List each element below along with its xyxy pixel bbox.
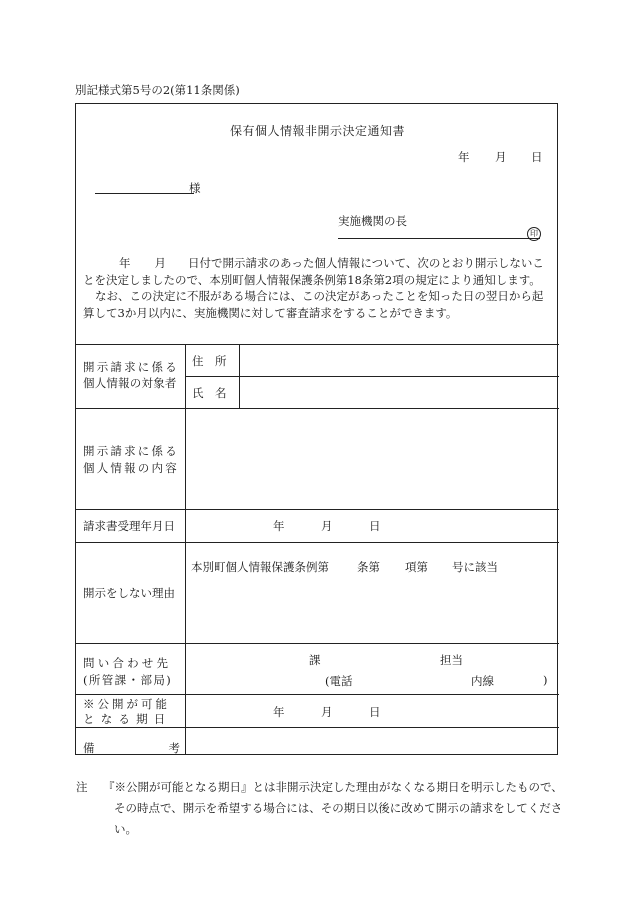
received-year: 年: [273, 519, 285, 533]
row-divider: [76, 344, 559, 345]
remarks-label: 備考: [83, 741, 254, 755]
footnote-text: 『※公開が可能となる期日』とは非開示決定した理由がなくなる期日を明示したもので、その時点で、開示を希望する場合には、その期日以後に改めて開示の請求をしてください。: [103, 780, 563, 836]
disclosable-month: 月: [321, 705, 333, 719]
disclosable-label-2: となる期日: [83, 712, 172, 726]
reason-text-b: 条第: [357, 560, 380, 574]
received-month: 月: [321, 519, 333, 533]
addressee-suffix: 様: [189, 181, 201, 195]
name-label: 氏 名: [192, 386, 227, 400]
subject-label-2: 個人情報の対象者: [83, 376, 177, 390]
reason-text-a: 本別町個人情報保護条例第: [191, 560, 329, 574]
date-year: 年: [458, 150, 470, 164]
content-label-2: 個人情報の内容: [83, 461, 179, 475]
contact-naisen: 内線: [471, 674, 494, 688]
contact-close: ): [543, 673, 548, 687]
contact-tanto: 担当: [440, 653, 463, 667]
address-field[interactable]: [241, 346, 557, 375]
name-field[interactable]: [241, 378, 557, 407]
contact-ka: 課: [309, 653, 321, 667]
row-divider: [76, 694, 559, 695]
contact-label-1: 問い合わせ先: [83, 656, 172, 670]
received-day: 日: [369, 519, 381, 533]
issuer-label: 実施機関の長: [338, 214, 407, 228]
subject-label-1: 開示請求に係る: [83, 360, 179, 374]
row-divider: [76, 408, 559, 409]
notice-body: 年 月 日付で開示請求のあった個人情報について、次のとおり開示しないこ とを決定しましたので、本別町個人情報保護条例第18条第2項の規定により通知します。 なお、この決定に不服がある場合には、この決定があったことを知った日の翌日から起 算して3か月以内に、実施機関に対して審査請求をすることができます。: [83, 256, 544, 320]
reason-text-c: 項第: [405, 560, 428, 574]
disclosable-label-1: ※公開が可能: [83, 697, 170, 711]
contact-tel-open: (電話: [325, 674, 353, 688]
received-label: 請求書受理年月日: [83, 519, 175, 533]
row-divider: [76, 643, 559, 644]
disclosable-day: 日: [369, 705, 381, 719]
row-divider: [185, 376, 559, 377]
addressee-line: [95, 193, 194, 194]
row-divider: [76, 509, 559, 510]
seal-icon: 印: [527, 225, 541, 241]
date-month: 月: [495, 150, 507, 164]
disclosable-year: 年: [273, 705, 285, 719]
row-divider: [76, 727, 559, 728]
notice-form: [75, 103, 558, 755]
issuer-line: [338, 238, 540, 239]
column-divider: [185, 344, 186, 755]
form-reference: 別記様式第5号の2(第11条関係): [75, 83, 240, 97]
column-divider: [239, 344, 240, 408]
content-label-1: 開示請求に係る: [83, 444, 179, 458]
page-title: 保有個人情報非開示決定通知書: [229, 124, 405, 138]
date-day: 日: [531, 150, 543, 164]
reason-label: 開示をしない理由: [83, 586, 175, 600]
row-divider: [76, 542, 559, 543]
content-field[interactable]: [187, 410, 557, 507]
address-label: 住 所: [192, 354, 227, 368]
reason-text-d: 号に該当: [452, 560, 498, 574]
footnote-mark: 注: [76, 780, 88, 794]
contact-label-2: (所管課・部局): [83, 673, 173, 687]
